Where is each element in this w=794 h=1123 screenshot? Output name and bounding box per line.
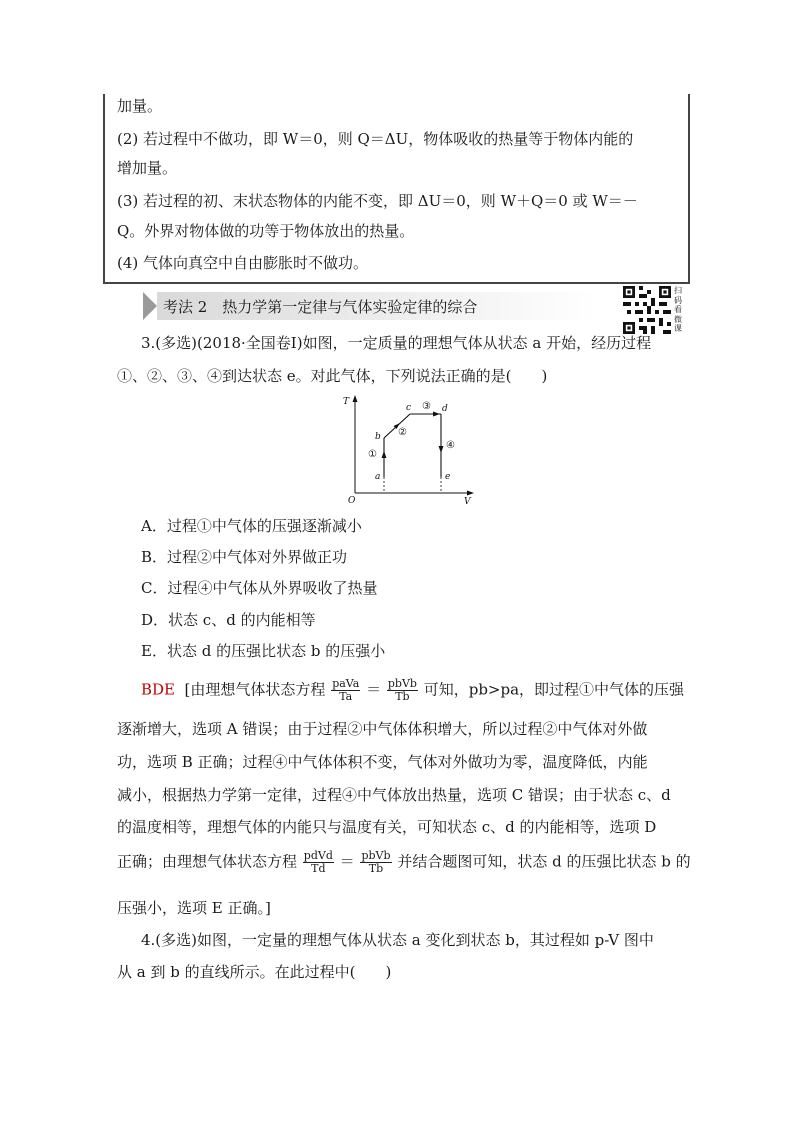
- t-axis-arrow: [353, 395, 358, 402]
- qr-caption: 扫码看微课: [674, 286, 682, 334]
- process-4-label: ④: [446, 440, 455, 451]
- t-axis-label: T: [343, 397, 350, 407]
- solution-line-7: 压强小，选项 E 正确。]: [117, 899, 271, 917]
- solution-line-4: 减小，根据热力学第一定律，过程④中气体放出热量，选项 C 错误；由于状态 c、d: [117, 786, 671, 804]
- qr-code-icon[interactable]: [623, 286, 671, 334]
- q3-line-1: 3.(多选)(2018·全国卷Ⅰ)如图，一定质量的理想气体从状态 a 开始，经历过程: [141, 334, 652, 352]
- answer-key: BDE: [141, 680, 175, 699]
- state-d-label: d: [442, 404, 448, 414]
- solution-line-1: BDE [由理想气体状态方程 $\frac{\text{paVa}}{Ta}$ ＝ $\frac{\text{pbVb}}{Tb}$ 可知，pb>pa，即过程①中气体的压强: [141, 677, 685, 703]
- box-line-6: (4) 气体向真空中自由膨胀时不做功。: [117, 254, 369, 272]
- option-b: B．过程②中气体对外界做正功: [141, 548, 348, 566]
- arrow-process-3: [433, 412, 440, 417]
- box-line-1: 加量。: [117, 97, 163, 115]
- box-line-3: 增加量。: [117, 159, 178, 177]
- fraction-pb-vb-tb: $\frac{\text{pbVb}}{Tb}$: [387, 677, 417, 703]
- summary-box: [103, 94, 690, 284]
- state-b-label: b: [375, 432, 381, 442]
- v-axis-label: V: [464, 497, 471, 507]
- solution-line-3: 功，选项 B 正确；过程④中气体体积不变，气体对外做功为零，温度降低，内能: [117, 753, 648, 771]
- section-heading-text: 考法 2 热力学第一定律与气体实验定律的综合: [163, 298, 478, 316]
- arrow-process-1: [382, 451, 387, 458]
- fraction-pd-vd-td: $\frac{\text{pdVd}}{Td}$: [303, 849, 333, 875]
- box-line-4: (3) 若过程的初、末状态物体的内能不变，即 ΔU＝0，则 W＋Q＝0 或 W＝－: [117, 192, 638, 210]
- t-v-diagram: [338, 393, 478, 511]
- section-heading: [143, 288, 613, 322]
- v-axis-arrow: [467, 491, 474, 496]
- state-e-label: e: [445, 472, 451, 482]
- state-c-label: c: [406, 403, 412, 413]
- solution-line-6: 正确；由理想气体状态方程 $\frac{\text{pdVd}}{Td}$ ＝ $\frac{\text{pbVb}}{Tb}$ 并结合题图可知，状态 d 的压强比状态 b 的: [117, 849, 691, 875]
- fraction-pb-vb-tb-2: $\frac{\text{pbVb}}{Tb}$: [361, 849, 391, 875]
- fraction-pa-va-ta: $\frac{\text{paVa}}{Ta}$: [332, 677, 360, 703]
- q3-line-2: ①、②、③、④到达状态 e。对此气体，下列说法正确的是( ): [117, 367, 548, 385]
- solution-line-5: 的温度相等，理想气体的内能只与温度有关，可知状态 c、d 的内能相等，选项 D: [117, 818, 657, 836]
- option-a: A．过程①中气体的压强逐渐减小: [141, 517, 362, 535]
- option-e: E．状态 d 的压强比状态 b 的压强小: [141, 642, 386, 660]
- process-1-label: ①: [368, 449, 377, 460]
- origin-label: O: [348, 496, 356, 506]
- option-d: D．状态 c、d 的内能相等: [141, 611, 316, 629]
- process-3-label: ③: [422, 401, 431, 412]
- solution-line-2: 逐渐增大，选项 A 错误；由于过程②中气体体积增大，所以过程②中气体对外做: [117, 720, 648, 738]
- q4-line-2: 从 a 到 b 的直线所示。在此过程中( ): [117, 963, 392, 981]
- box-line-5: Q。外界对物体做的功等于物体放出的热量。: [117, 222, 415, 240]
- process-2-label: ②: [398, 427, 407, 438]
- option-c: C．过程④中气体从外界吸收了热量: [141, 579, 378, 597]
- q4-line-1: 4.(多选)如图，一定量的理想气体从状态 a 变化到状态 b，其过程如 p-V 图中: [141, 931, 654, 949]
- box-line-2: (2) 若过程中不做功，即 W＝0，则 Q＝ΔU，物体吸收的热量等于物体内能的: [117, 130, 634, 148]
- state-a-label: a: [375, 472, 381, 482]
- arrow-process-4: [439, 446, 444, 453]
- arrow-marker-icon: [143, 292, 157, 320]
